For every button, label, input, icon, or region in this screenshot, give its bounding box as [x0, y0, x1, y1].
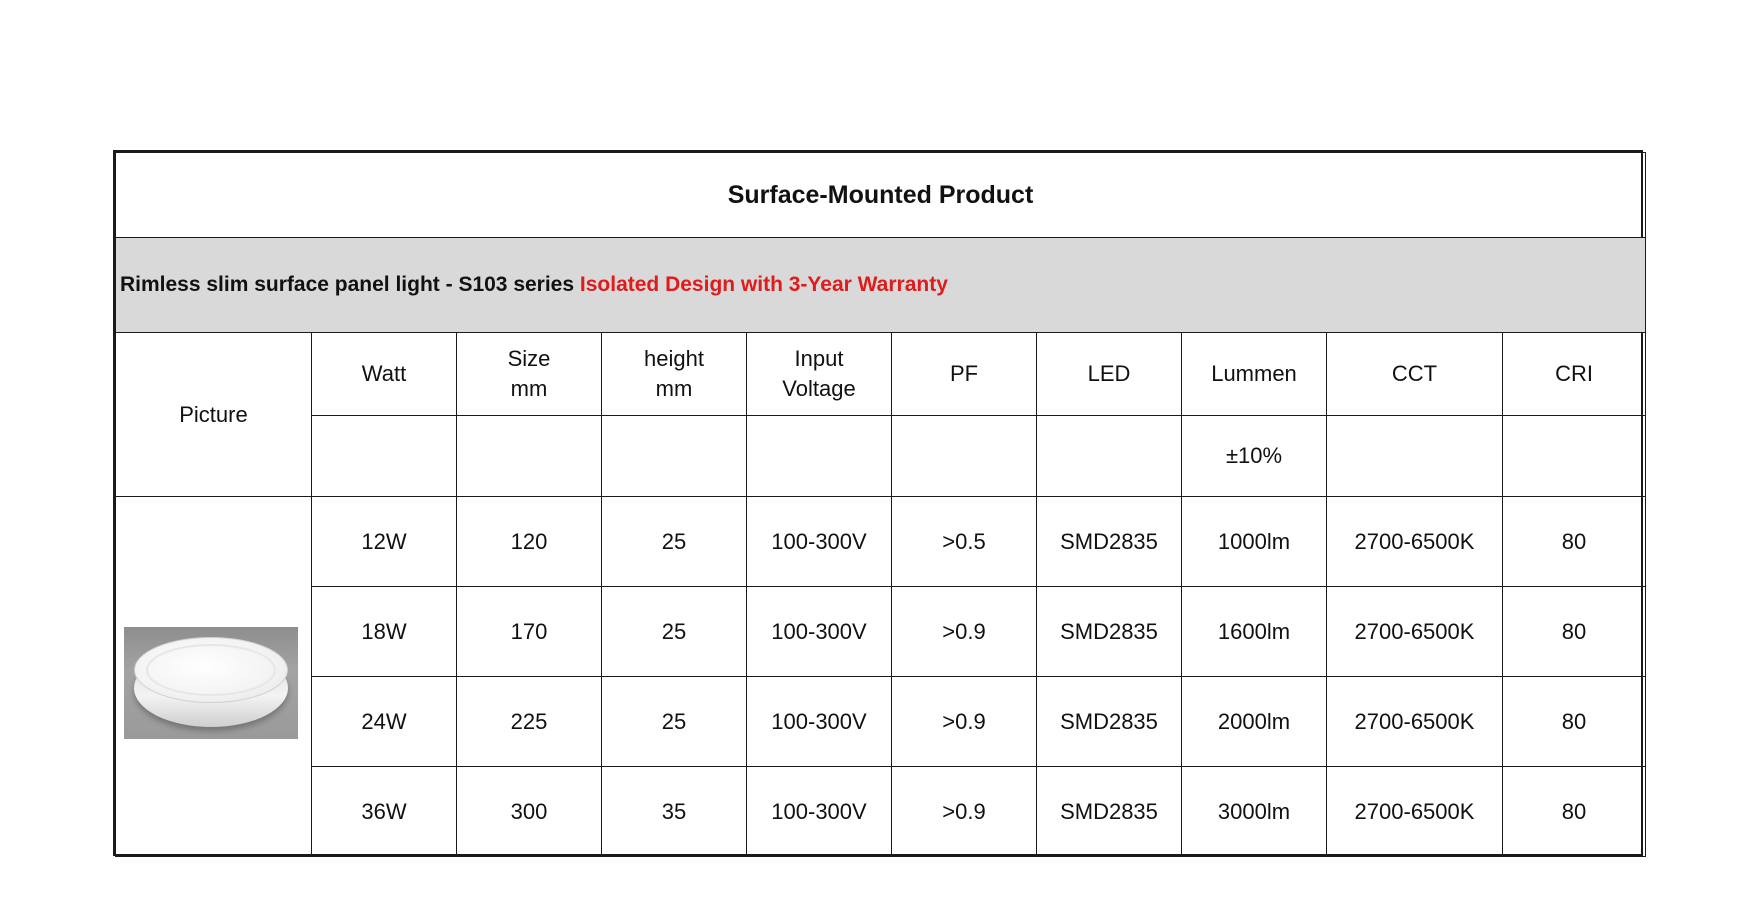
header-size-unit: mm	[510, 376, 548, 401]
series-name: Rimless slim surface panel light - S103 series	[120, 273, 575, 296]
cell-cri: 80	[1503, 587, 1646, 677]
cell-height: 25	[602, 677, 747, 767]
cell-voltage: 100-300V	[747, 587, 892, 677]
cell-pf: >0.9	[892, 677, 1037, 767]
cell-cri: 80	[1503, 767, 1646, 857]
cell-size: 225	[457, 677, 602, 767]
cell-watt: 36W	[312, 767, 457, 857]
cell-watt: 12W	[312, 497, 457, 587]
subheader-lumen-tolerance: ±10%	[1182, 416, 1327, 497]
table-row	[116, 677, 1646, 767]
cell-led: SMD2835	[1037, 497, 1182, 587]
cell-watt: 24W	[312, 677, 457, 767]
subheader-cct	[1327, 416, 1503, 497]
cell-led: SMD2835	[1037, 767, 1182, 857]
product-picture-cell	[116, 497, 312, 857]
cell-cct: 2700-6500K	[1327, 587, 1503, 677]
subheader-cri	[1503, 416, 1646, 497]
panel-light-image	[124, 627, 298, 739]
header-size	[457, 333, 602, 416]
spec-sheet	[113, 150, 1643, 856]
header-height-unit: mm	[655, 376, 693, 401]
subheader-voltage	[747, 416, 892, 497]
header-size-label: Size	[507, 346, 551, 371]
cell-lumen: 2000lm	[1182, 677, 1327, 767]
subheader-height	[602, 416, 747, 497]
cell-cct: 2700-6500K	[1327, 677, 1503, 767]
cell-cri: 80	[1503, 677, 1646, 767]
cell-height: 25	[602, 587, 747, 677]
header-height	[602, 333, 747, 416]
header-voltage-line2: Voltage	[782, 376, 856, 401]
header-watt: Watt	[312, 333, 457, 416]
subheader-pf	[892, 416, 1037, 497]
cell-voltage: 100-300V	[747, 497, 892, 587]
header-voltage	[747, 333, 892, 416]
cell-watt: 18W	[312, 587, 457, 677]
header-voltage-line1: Input	[794, 346, 844, 371]
panel-rim	[146, 644, 276, 696]
cell-lumen: 3000lm	[1182, 767, 1327, 857]
header-lumen: Lummen	[1182, 333, 1327, 416]
cell-led: SMD2835	[1037, 587, 1182, 677]
header-picture: Picture	[116, 333, 312, 497]
cell-cri: 80	[1503, 497, 1646, 587]
cell-pf: >0.9	[892, 767, 1037, 857]
subheader-led	[1037, 416, 1182, 497]
cell-size: 120	[457, 497, 602, 587]
cell-height: 25	[602, 497, 747, 587]
table-row	[116, 497, 1646, 587]
series-subtitle	[116, 238, 1646, 333]
cell-pf: >0.5	[892, 497, 1037, 587]
cell-size: 300	[457, 767, 602, 857]
header-led: LED	[1037, 333, 1182, 416]
header-pf: PF	[892, 333, 1037, 416]
subheader-size	[457, 416, 602, 497]
cell-cct: 2700-6500K	[1327, 767, 1503, 857]
cell-lumen: 1000lm	[1182, 497, 1327, 587]
header-height-label: height	[644, 346, 704, 371]
cell-lumen: 1600lm	[1182, 587, 1327, 677]
cell-led: SMD2835	[1037, 677, 1182, 767]
spec-table	[115, 152, 1646, 857]
cell-height: 35	[602, 767, 747, 857]
header-cri: CRI	[1503, 333, 1646, 416]
subheader-watt	[312, 416, 457, 497]
table-title: Surface-Mounted Product	[116, 153, 1646, 238]
warranty-note: Isolated Design with 3-Year Warranty	[579, 273, 948, 296]
cell-cct: 2700-6500K	[1327, 497, 1503, 587]
cell-size: 170	[457, 587, 602, 677]
header-cct: CCT	[1327, 333, 1503, 416]
table-row	[116, 767, 1646, 857]
cell-voltage: 100-300V	[747, 677, 892, 767]
cell-pf: >0.9	[892, 587, 1037, 677]
table-row	[116, 587, 1646, 677]
cell-voltage: 100-300V	[747, 767, 892, 857]
